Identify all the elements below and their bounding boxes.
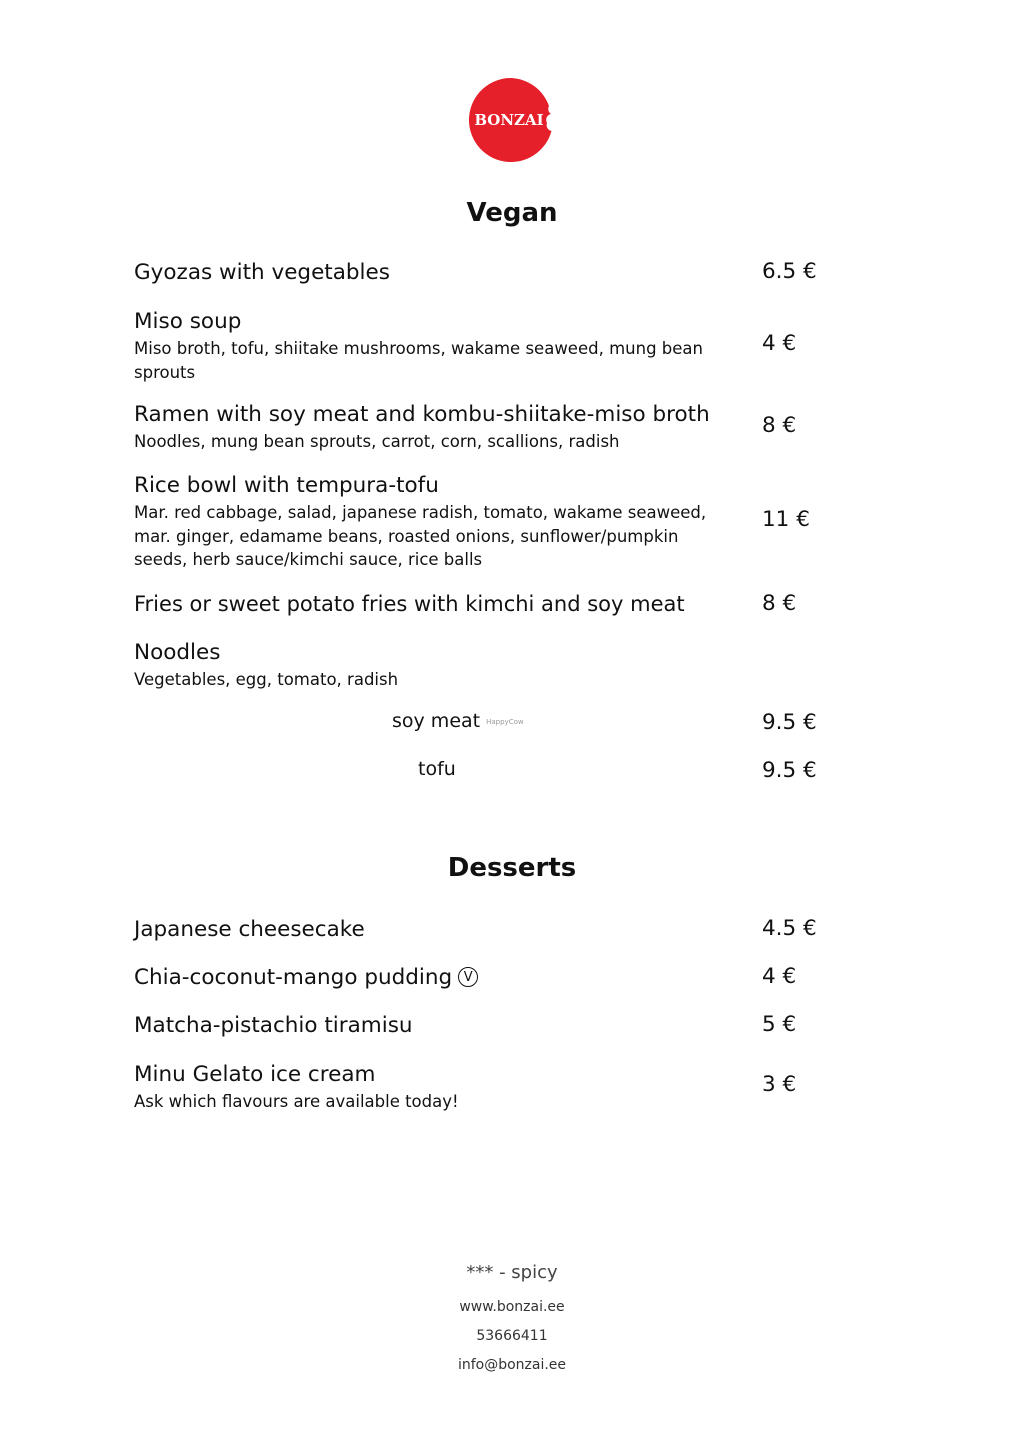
menu-item-rice-bowl — [134, 472, 824, 572]
item-name: Rice bowl with tempura-tofu — [134, 473, 439, 498]
item-description: Miso broth, tofu, shiitake mushrooms, wakame seaweed, mung bean sprouts — [134, 339, 703, 382]
menu-item-noodles — [134, 639, 824, 692]
item-price: 8 € — [762, 591, 797, 616]
spicy-note: *** - spicy — [466, 1262, 558, 1283]
item-price: 8 € — [762, 413, 797, 438]
option-label: soy meat — [392, 710, 481, 732]
menu-item-gyozas — [134, 259, 824, 286]
logo-text: BONZAI — [474, 111, 544, 129]
item-price: 11 € — [762, 507, 810, 532]
footer-phone: 53666411 — [476, 1328, 548, 1344]
item-name: Fries or sweet potato fries with kimchi and soy meat — [134, 592, 685, 616]
option-price: 9.5 € — [762, 758, 817, 783]
menu-item-cheesecake — [134, 916, 824, 943]
menu-item-chia-pudding — [134, 964, 824, 991]
footer-website: www.bonzai.ee — [459, 1299, 565, 1315]
item-price: 4 € — [762, 331, 797, 356]
item-name: Miso soup — [134, 309, 242, 334]
footer-email: info@bonzai.ee — [457, 1357, 567, 1373]
menu-item-fries — [134, 591, 824, 618]
noodle-option-tofu — [418, 758, 456, 780]
menu-item-tiramisu — [134, 1012, 824, 1039]
option-price: 9.5 € — [762, 710, 817, 735]
logo-circle-icon — [469, 78, 553, 162]
item-price: 6.5 € — [762, 259, 817, 284]
menu-item-ice-cream — [134, 1061, 824, 1114]
item-description: Vegetables, egg, tomato, radish — [134, 670, 399, 689]
item-description: Noodles, mung bean sprouts, carrot, corn, scallions, radish — [134, 432, 620, 451]
item-price: 4 € — [762, 964, 797, 989]
item-name: Japanese cheesecake — [134, 917, 365, 942]
happycow-watermark: HappyCow — [486, 717, 524, 726]
noodle-option-soy-meat — [392, 710, 524, 732]
item-price: 5 € — [762, 1012, 797, 1037]
bonzai-logo — [469, 78, 553, 162]
item-name: Gyozas with vegetables — [134, 260, 390, 285]
item-name-row — [134, 964, 824, 991]
item-name: Ramen with soy meat and kombu-shiitake-miso broth — [134, 402, 710, 427]
vegan-section-title: Vegan — [466, 198, 558, 228]
item-name: Minu Gelato ice cream — [134, 1062, 376, 1087]
item-name: Chia-coconut-mango pudding — [134, 965, 453, 990]
menu-item-miso-soup — [134, 308, 824, 384]
item-description: Mar. red cabbage, salad, japanese radish, tomato, wakame seaweed, mar. ginger, edamame beans, roasted onions, sunflower/pumpkin seeds, herb sauce/kimchi sauce, rice balls — [134, 503, 707, 569]
desserts-section-title: Desserts — [447, 853, 577, 883]
menu-item-ramen — [134, 401, 824, 454]
item-description: Ask which flavours are available today! — [134, 1092, 459, 1111]
item-price: 4.5 € — [762, 916, 817, 941]
item-name: Matcha-pistachio tiramisu — [134, 1013, 413, 1038]
option-label: tofu — [418, 758, 456, 780]
vegan-badge-icon: V — [458, 967, 478, 987]
item-price: 3 € — [762, 1072, 797, 1097]
item-name: Noodles — [134, 640, 221, 665]
